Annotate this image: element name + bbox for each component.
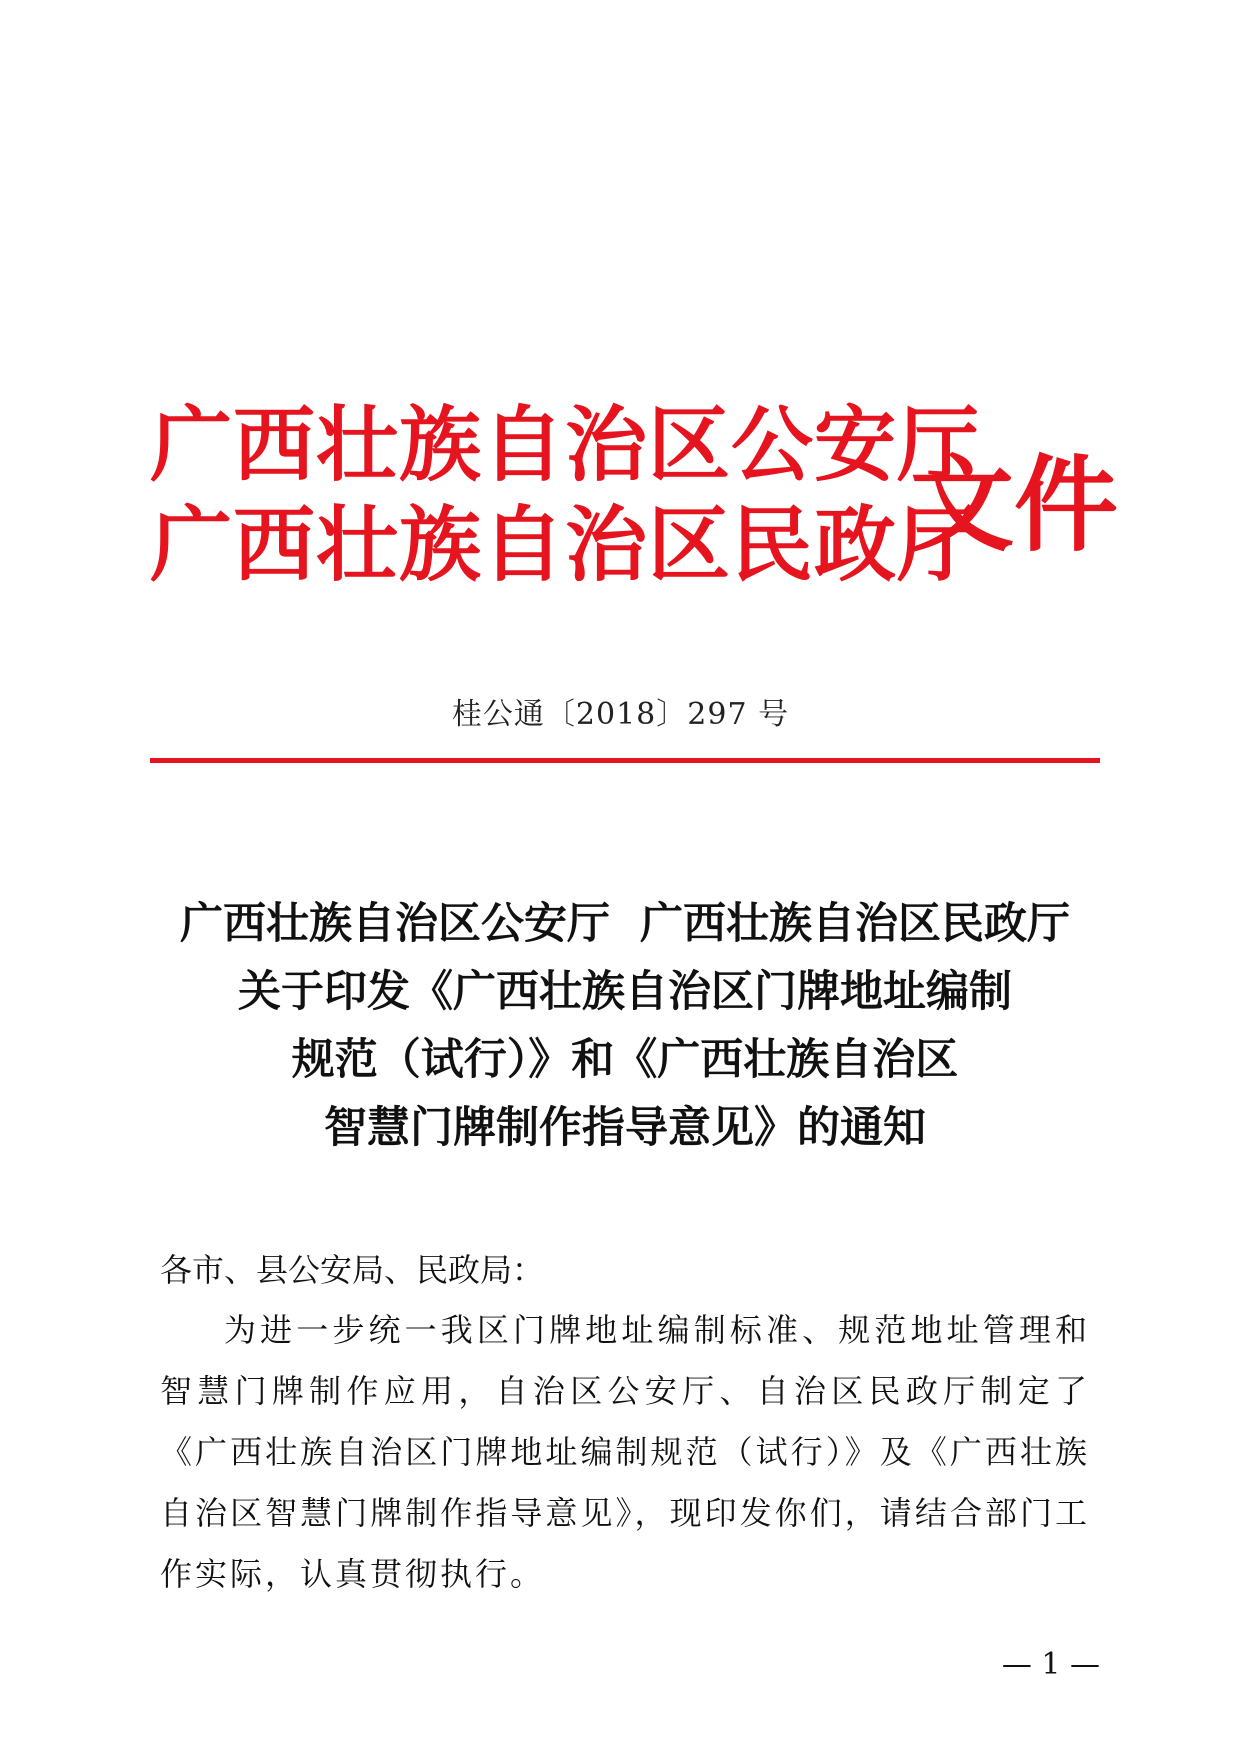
document-number: 桂公通〔2018〕297 号 [451,697,790,732]
masthead-issuer-2: 广西壮族自治区民政厅 [150,497,981,593]
title-line-1: 广西壮族自治区公安厅 广西壮族自治区民政厅 [180,899,1070,949]
title-line-3: 规范（试行）》和《广西壮族自治区 [291,1035,959,1085]
masthead-issuer-1: 广西壮族自治区公安厅 [150,397,981,493]
title-line-4: 智慧门牌制作指导意见》的通知 [324,1103,926,1153]
red-divider-line [150,758,1100,763]
red-masthead [150,395,1119,625]
masthead-suffix: 文件 [910,443,1119,566]
document-title [150,890,1100,1162]
salutation: 各市、县公安局、民政局： [160,1251,545,1289]
body-paragraph: 为进一步统一我区门牌地址编制标准、规范地址管理和智慧门牌制作应用，自治区公安厅、自治区民政厅制定了《广西壮族自治区门牌地址编制规范（试行）》及《广西壮族自治区智慧门牌制作指导意见》，现印发你们，请结合部门工作实际，认真贯彻执行。 [160,1311,1090,1593]
page-number: — 1 — [1001,1647,1100,1682]
document-body [160,1240,1090,1605]
masthead-issuers [150,395,981,595]
title-line-2: 关于印发《广西壮族自治区门牌地址编制 [238,967,1012,1017]
